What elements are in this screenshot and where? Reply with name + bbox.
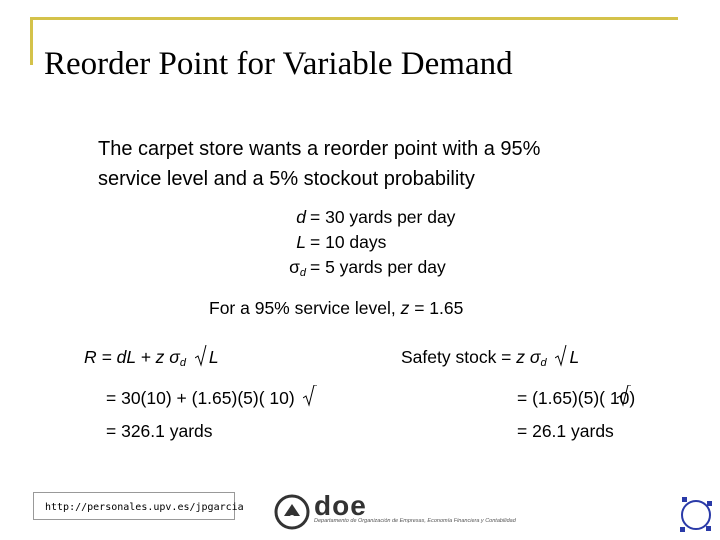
- variable-row-l: [258, 230, 455, 255]
- sigma-symbol: σ: [289, 257, 300, 277]
- z-suffix: = 1.65: [409, 298, 464, 318]
- variable-value: = 5 yards per day: [310, 257, 446, 277]
- doe-logo: [274, 492, 524, 532]
- reorder-formula-subscript: d: [179, 357, 186, 369]
- variables-list: [258, 205, 455, 283]
- safety-step-2: = 26.1 yards: [517, 421, 614, 441]
- footer-url[interactable]: http://personales.upv.es/jpgarcia: [45, 502, 244, 513]
- safety-formula-lhs: Safety stock =: [401, 347, 517, 367]
- sqrt-L: L: [209, 347, 219, 367]
- variable-symbol: [258, 255, 310, 283]
- variable-row-d: [258, 205, 455, 230]
- variable-symbol: d: [296, 207, 306, 227]
- z-variable: z: [400, 298, 410, 318]
- corner-decoration-icon: [676, 493, 716, 535]
- sigma-subscript: d: [299, 267, 306, 279]
- intro-line-2: service level and a 5% stockout probability: [98, 168, 475, 190]
- reorder-formula: [84, 347, 219, 368]
- variable-value: = 10 days: [310, 232, 387, 252]
- frame-top-rule: [30, 17, 678, 20]
- doe-logo-subtitle: Departamento de Organización de Empresas, Economía Financiera y Contabilidad: [314, 518, 516, 524]
- reorder-step-1: = 30(10) + (1.65)(5)( 10): [106, 388, 295, 409]
- doe-logo-text: doe: [314, 490, 367, 521]
- frame-left-rule: [30, 17, 33, 65]
- variable-value: = 30 yards per day: [310, 207, 456, 227]
- sqrt-icon: [555, 345, 567, 367]
- sqrt-icon: [303, 385, 317, 407]
- z-prefix: For a 95% service level,: [209, 298, 401, 318]
- intro-line-1: The carpet store wants a reorder point with a 95%: [98, 138, 541, 160]
- sqrt-L: L: [569, 347, 579, 367]
- sqrt-icon: [617, 385, 631, 407]
- slide-title: Reorder Point for Variable Demand: [44, 46, 513, 82]
- variable-symbol: L: [296, 232, 306, 252]
- sqrt-icon: [195, 345, 207, 367]
- doe-logo-icon: [274, 494, 310, 530]
- z-value-line: [209, 298, 463, 319]
- intro-text: [98, 134, 540, 194]
- safety-formula-subscript: d: [540, 357, 547, 369]
- safety-step-1: = (1.65)(5)( 10): [517, 388, 635, 409]
- reorder-formula-lhs: R = dL + z σ: [84, 347, 180, 367]
- variable-row-sigma: [258, 255, 455, 283]
- safety-formula-z: z σ: [516, 347, 541, 367]
- reorder-step-2: = 326.1 yards: [106, 421, 213, 441]
- safety-formula: [401, 347, 579, 368]
